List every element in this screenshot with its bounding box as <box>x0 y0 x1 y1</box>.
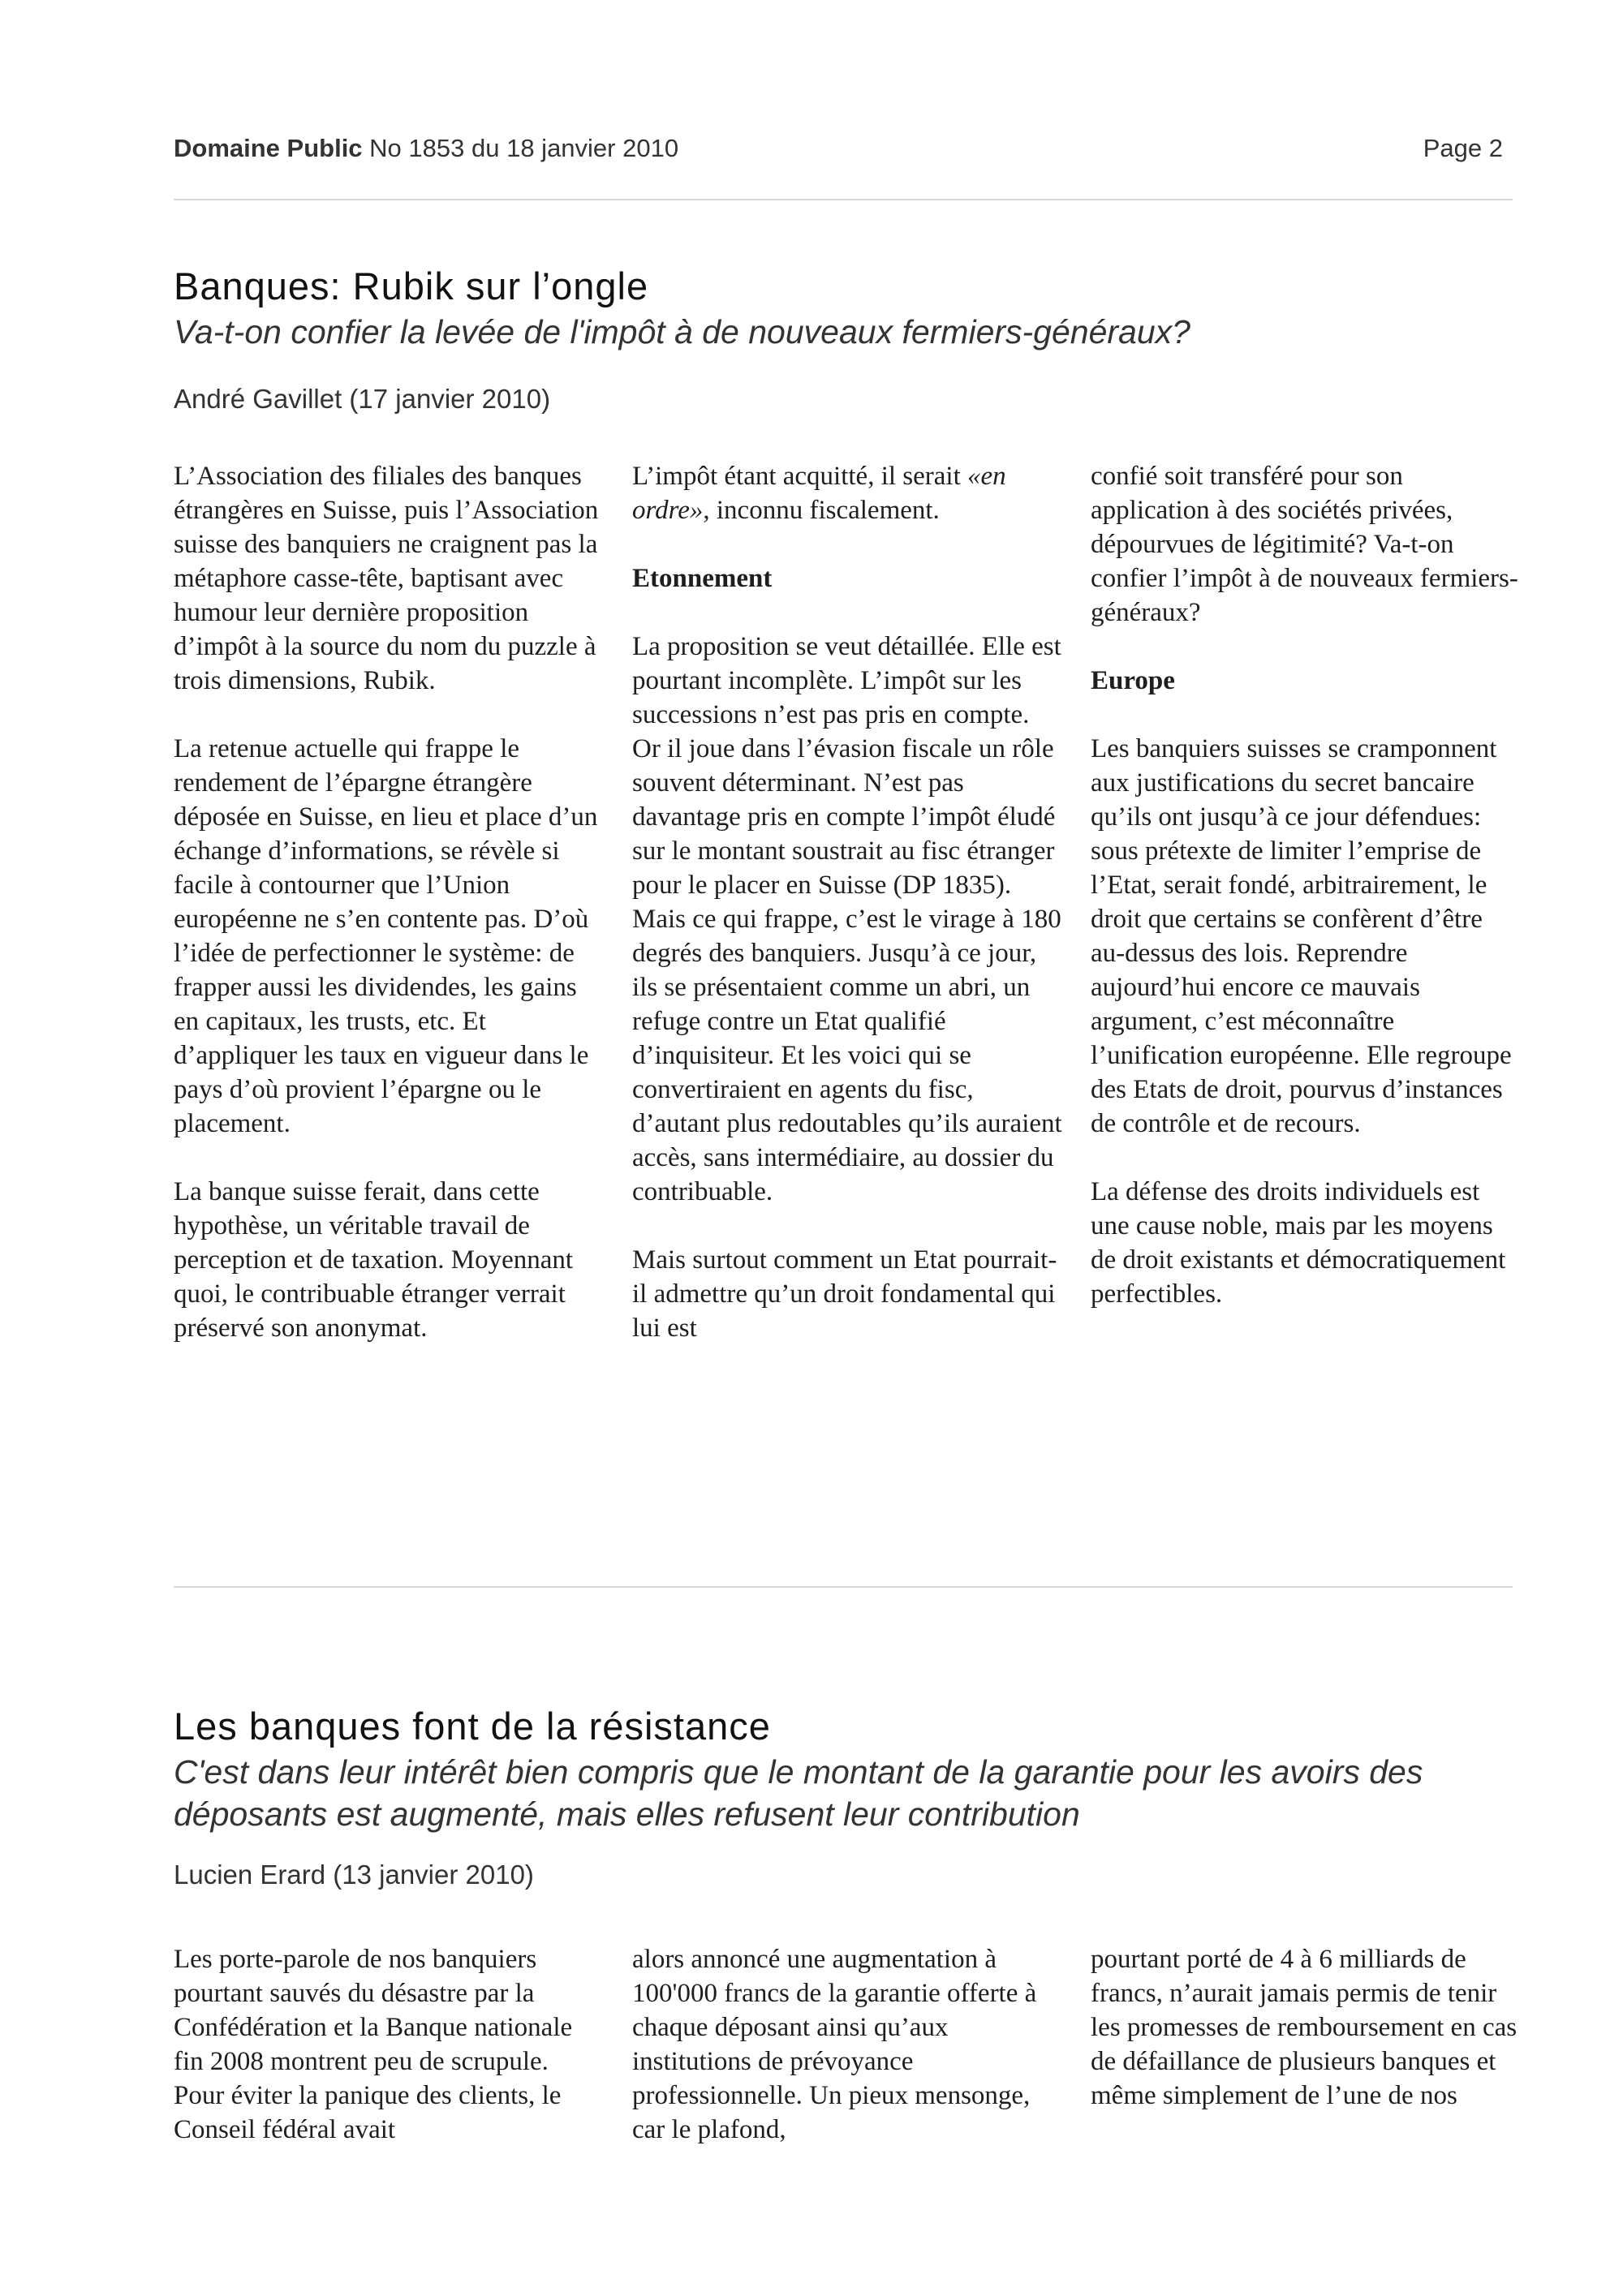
issue-info: No 1853 du 18 janvier 2010 <box>369 134 679 162</box>
article-divider <box>174 1586 1513 1588</box>
publication-name: Domaine Public <box>174 134 363 162</box>
quoted-term: «en ordre» <box>632 462 1006 525</box>
article-subtitle: C'est dans leur intérêt bien compris que le montant de la garantie pour les avoirs des déposants est augmenté, mais elles refusent leur contribution <box>174 1753 1423 1833</box>
paragraph: La retenue actuelle qui frappe le rendement de l’épargne étrangère déposée en Suisse, en lieu et place d’un échange d’informations, se révèle si facile à contourner que l’Union européenne ne s’en contente pas. D’où l’idée de perfectionner le système: de frapper aussi les dividendes, les gains en capitaux, les trusts, etc. Et d’appliquer les taux en vigueur dans le pays d’où provient l’épargne ou le placement. <box>174 734 598 1138</box>
paragraph <box>632 459 1062 527</box>
section-heading-etonnement: Etonnement <box>632 564 773 593</box>
paragraph: confié soit transféré pour son application à des sociétés privées, dépourvues de légitimité? Va-t-on confier l’impôt à de nouveaux fermiers-généraux? <box>1091 462 1518 627</box>
article-subtitle: Va-t-on confier la levée de l'impôt à de nouveaux fermiers-généraux? <box>174 313 1190 350</box>
column-3 <box>1091 459 1521 1311</box>
article-title: Les banques font de la résistance <box>174 1705 771 1748</box>
column-3 <box>1091 1942 1521 2113</box>
paragraph: Les porte-parole de nos banquiers pourtant sauvés du désastre par la Confédération et la Banque nationale fin 2008 montrent peu de scrupule. Pour éviter la panique des clients, le Conseil fédéral avait <box>174 1945 573 2144</box>
column-2 <box>632 1942 1062 2147</box>
paragraph-text: , inconnu fiscalement. <box>703 496 940 525</box>
paragraph: pourtant porté de 4 à 6 milliards de francs, n’aurait jamais permis de tenir les promesses de remboursement en cas de défaillance de plusieurs banques et même simplement de l’une de nos <box>1091 1945 1518 2110</box>
paragraph-text: L’impôt étant acquitté, il serait <box>632 462 967 491</box>
section-heading-europe: Europe <box>1091 666 1175 695</box>
paragraph: Les banquiers suisses se cramponnent aux justifications du secret bancaire qu’ils ont jusqu’à ce jour défendues: sous prétexte de limiter l’emprise de l’Etat, serait fondé, arbitrairement, le droit que certains se confèrent d’être au-dessus des lois. Reprendre aujourd’hui encore ce mauvais argument, c’est méconnaître l’unification européenne. Elle regroupe des Etats de droit, pourvus d’instances de contrôle et de recours. <box>1091 734 1512 1138</box>
article-author: Lucien Erard (13 janvier 2010) <box>174 1860 534 1890</box>
article-resistance <box>174 1702 1513 1890</box>
paragraph: La proposition se veut détaillée. Elle est pourtant incomplète. L’impôt sur les successions n’est pas pris en compte. Or il joue dans l’évasion fiscale un rôle souvent déterminant. N’est pas davantage pris en compte l’impôt éludé sur le montant soustrait au fisc étranger pour le placer en Suisse (DP 1835). Mais ce qui frappe, c’est le virage à 180 degrés des banquiers. Jusqu’à ce jour, ils se présentaient comme un abri, un refuge contre un Etat qualifié d’inquisiteur. Et les voici qui se convertiraient en agents du fisc, d’autant plus redoutables qu’ils auraient accès, sans intermédiaire, au dossier du contribuable. <box>632 632 1062 1206</box>
paragraph: alors annoncé une augmentation à 100'000 francs de la garantie offerte à chaque déposant ainsi qu’aux institutions de prévoyance professionnelle. Un pieux mensonge, car le plafond, <box>632 1945 1037 2144</box>
article-author: André Gavillet (17 janvier 2010) <box>174 384 551 414</box>
document-page <box>174 0 1518 2296</box>
column-1 <box>174 459 604 1345</box>
paragraph: La défense des droits individuels est une cause noble, mais par les moyens de droit existants et démocratiquement perfectibles. <box>1091 1177 1506 1309</box>
paragraph: La banque suisse ferait, dans cette hypothèse, un véritable travail de perception et de taxation. Moyennant quoi, le contribuable étranger verrait préservé son anonymat. <box>174 1177 574 1343</box>
article-title: Banques: Rubik sur l’ongle <box>174 264 649 307</box>
page-header <box>174 134 1513 163</box>
paragraph: L’Association des filiales des banques étrangères en Suisse, puis l’Association suisse des banquiers ne craignent pas la métaphore casse-tête, baptisant avec humour leur dernière proposition d’impôt à la source du nom du puzzle à trois dimensions, Rubik. <box>174 462 599 695</box>
article-rubik <box>174 262 1513 415</box>
header-divider <box>174 199 1513 200</box>
column-2 <box>632 459 1062 1345</box>
page-number: Page 2 <box>1423 134 1503 162</box>
paragraph: Mais surtout comment un Etat pourrait-il admettre qu’un droit fondamental qui lui est <box>632 1245 1057 1343</box>
column-1 <box>174 1942 604 2147</box>
